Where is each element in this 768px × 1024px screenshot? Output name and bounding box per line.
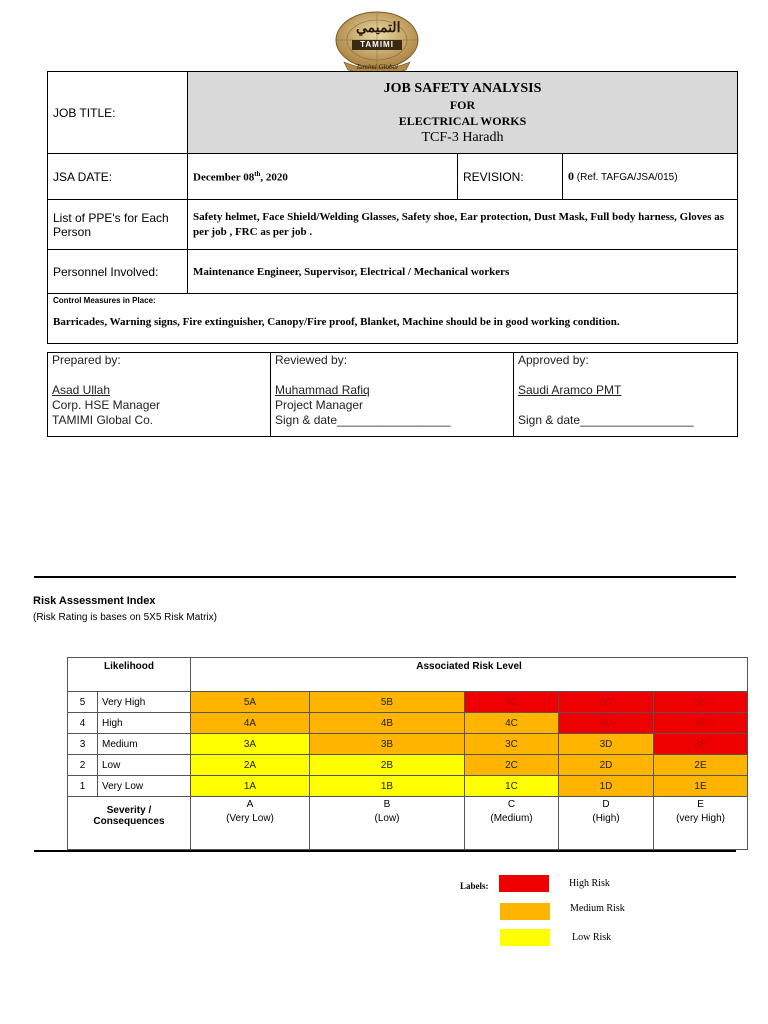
section-divider-top	[34, 576, 736, 578]
risk-cell-4a: 4A	[191, 713, 310, 734]
revision-value-cell	[563, 154, 738, 200]
prepared-role: Corp. HSE Manager	[52, 398, 161, 412]
reviewed-label: Reviewed by:	[275, 353, 348, 367]
risk-cell-1d: 1D	[559, 776, 654, 797]
risk-cell-3d: 3D	[559, 734, 654, 755]
severity-row	[68, 797, 748, 850]
title-line-3: ELECTRICAL WORKS	[398, 113, 527, 128]
risk-cell-5b: 5B	[310, 692, 465, 713]
reviewed-sign: Sign & date_________________	[275, 413, 451, 427]
severity-letter: C	[507, 799, 516, 810]
risk-cell-3a: 3A	[191, 734, 310, 755]
risk-cell-2a: 2A	[191, 755, 310, 776]
control-measures-label: Control Measures in Place:	[53, 296, 156, 305]
risk-cell-2c: 2C	[465, 755, 559, 776]
severity-desc: (Medium)	[490, 813, 533, 824]
severity-col-d	[559, 797, 654, 850]
reviewed-name: Muhammad Rafiq	[275, 383, 370, 397]
reviewed-cell	[271, 353, 514, 437]
jsa-date-value	[188, 154, 458, 200]
control-measures-value: Barricades, Warning signs, Fire extinguisher, Canopy/Fire proof, Blanket, Machine should be in good working condition.	[53, 316, 620, 328]
likelihood-label: Low	[98, 755, 191, 776]
ppe-label: List of PPE's for Each Person	[48, 200, 188, 250]
jsa-date-month-day: December 08	[193, 171, 255, 184]
matrix-row-3	[68, 734, 748, 755]
revision-ref: (Ref. TAFGA/JSA/015)	[574, 172, 678, 183]
matrix-row-5	[68, 692, 748, 713]
legend-swatch-medium	[500, 903, 550, 920]
approved-label: Approved by:	[518, 353, 589, 367]
likelihood-num: 5	[68, 692, 98, 713]
risk-cell-2b: 2B	[310, 755, 465, 776]
severity-letter: E	[697, 799, 704, 810]
risk-cell-5c: 5C	[465, 692, 559, 713]
jsa-date-label: JSA DATE:	[48, 154, 188, 200]
severity-desc: (Very Low)	[226, 813, 274, 824]
prepared-name: Asad Ullah	[52, 383, 111, 397]
risk-cell-4d: 4D	[559, 713, 654, 734]
severity-col-c	[465, 797, 559, 850]
approved-cell	[514, 353, 738, 437]
section-divider-bottom	[34, 850, 736, 852]
likelihood-label: Medium	[98, 734, 191, 755]
risk-index-title: Risk Assessment Index	[33, 595, 156, 607]
logo-ribbon-text: Tamimi Global	[356, 63, 398, 71]
risk-cell-1c: 1C	[465, 776, 559, 797]
severity-letter: D	[602, 799, 610, 810]
control-measures-cell	[48, 294, 738, 344]
severity-label: Severity / Consequences	[68, 797, 191, 850]
likelihood-label: Very High	[98, 692, 191, 713]
severity-col-a	[191, 797, 310, 850]
ppe-value: Safety helmet, Face Shield/Welding Glasses, Safety shoe, Ear protection, Dust Mask, Full body harness, Gloves as per job , FRC as per job .	[188, 200, 738, 250]
revision-label: REVISION:	[458, 154, 563, 200]
jsa-date-year: , 2020	[260, 171, 288, 184]
likelihood-header: Likelihood	[68, 658, 191, 692]
approved-name: Saudi Aramco PMT	[518, 383, 622, 397]
risk-cell-4c: 4C	[465, 713, 559, 734]
risk-cell-2d: 2D	[559, 755, 654, 776]
risk-cell-3b: 3B	[310, 734, 465, 755]
prepared-label: Prepared by:	[52, 353, 121, 367]
risk-index-subtitle: (Risk Rating is bases on 5X5 Risk Matrix)	[33, 612, 217, 623]
legend-medium-label: Medium Risk	[570, 903, 625, 914]
legend-low-label: Low Risk	[572, 932, 612, 943]
severity-letter: B	[383, 799, 391, 810]
risk-cell-1b: 1B	[310, 776, 465, 797]
logo-brand-text: TAMIMI	[360, 40, 394, 49]
severity-desc: (High)	[592, 813, 620, 824]
matrix-row-1	[68, 776, 748, 797]
severity-letter: A	[246, 799, 254, 810]
severity-col-e	[654, 797, 748, 850]
risk-cell-2e: 2E	[654, 755, 748, 776]
company-logo	[334, 10, 420, 76]
legend-swatch-high	[499, 875, 549, 892]
risk-matrix-table	[67, 657, 748, 850]
severity-desc: (Low)	[374, 813, 400, 824]
job-title-label: JOB TITLE:	[48, 72, 188, 154]
likelihood-num: 1	[68, 776, 98, 797]
risk-cell-5e: 5E	[654, 692, 748, 713]
matrix-row-2	[68, 755, 748, 776]
risk-cell-1e: 1E	[654, 776, 748, 797]
logo-arabic-text: التميمي	[356, 21, 401, 36]
likelihood-label: High	[98, 713, 191, 734]
likelihood-label: Very Low	[98, 776, 191, 797]
likelihood-num: 4	[68, 713, 98, 734]
revision-value: 0	[568, 169, 574, 183]
reviewed-role: Project Manager	[275, 398, 364, 412]
risk-cell-4e: 4E	[654, 713, 748, 734]
prepared-cell	[48, 353, 271, 437]
personnel-label: Personnel Involved:	[48, 250, 188, 294]
job-title-cell	[188, 72, 738, 154]
likelihood-num: 2	[68, 755, 98, 776]
risk-level-header: Associated Risk Level	[191, 658, 748, 692]
jsa-header-table	[47, 71, 738, 344]
legend-high-label: High Risk	[569, 878, 610, 889]
risk-cell-3c: 3C	[465, 734, 559, 755]
risk-cell-1a: 1A	[191, 776, 310, 797]
approved-sign: Sign & date_________________	[518, 413, 694, 427]
risk-cell-5d: 5D	[559, 692, 654, 713]
signoff-table	[47, 352, 738, 437]
jsa-date-sup: th	[254, 169, 261, 178]
prepared-org: TAMIMI Global Co.	[52, 413, 154, 427]
risk-cell-5a: 5A	[191, 692, 310, 713]
legend-swatch-low	[500, 929, 550, 946]
severity-col-b	[310, 797, 465, 850]
risk-cell-4b: 4B	[310, 713, 465, 734]
personnel-value: Maintenance Engineer, Supervisor, Electrical / Mechanical workers	[188, 250, 738, 294]
title-line-1: JOB SAFETY ANALYSIS	[383, 80, 542, 96]
likelihood-num: 3	[68, 734, 98, 755]
severity-desc: (very High)	[676, 813, 725, 824]
title-line-4: TCF-3 Haradh	[421, 129, 504, 145]
matrix-row-4	[68, 713, 748, 734]
legend-title: Labels:	[460, 881, 489, 891]
title-line-2: FOR	[449, 97, 476, 112]
risk-cell-3e: 3E	[654, 734, 748, 755]
